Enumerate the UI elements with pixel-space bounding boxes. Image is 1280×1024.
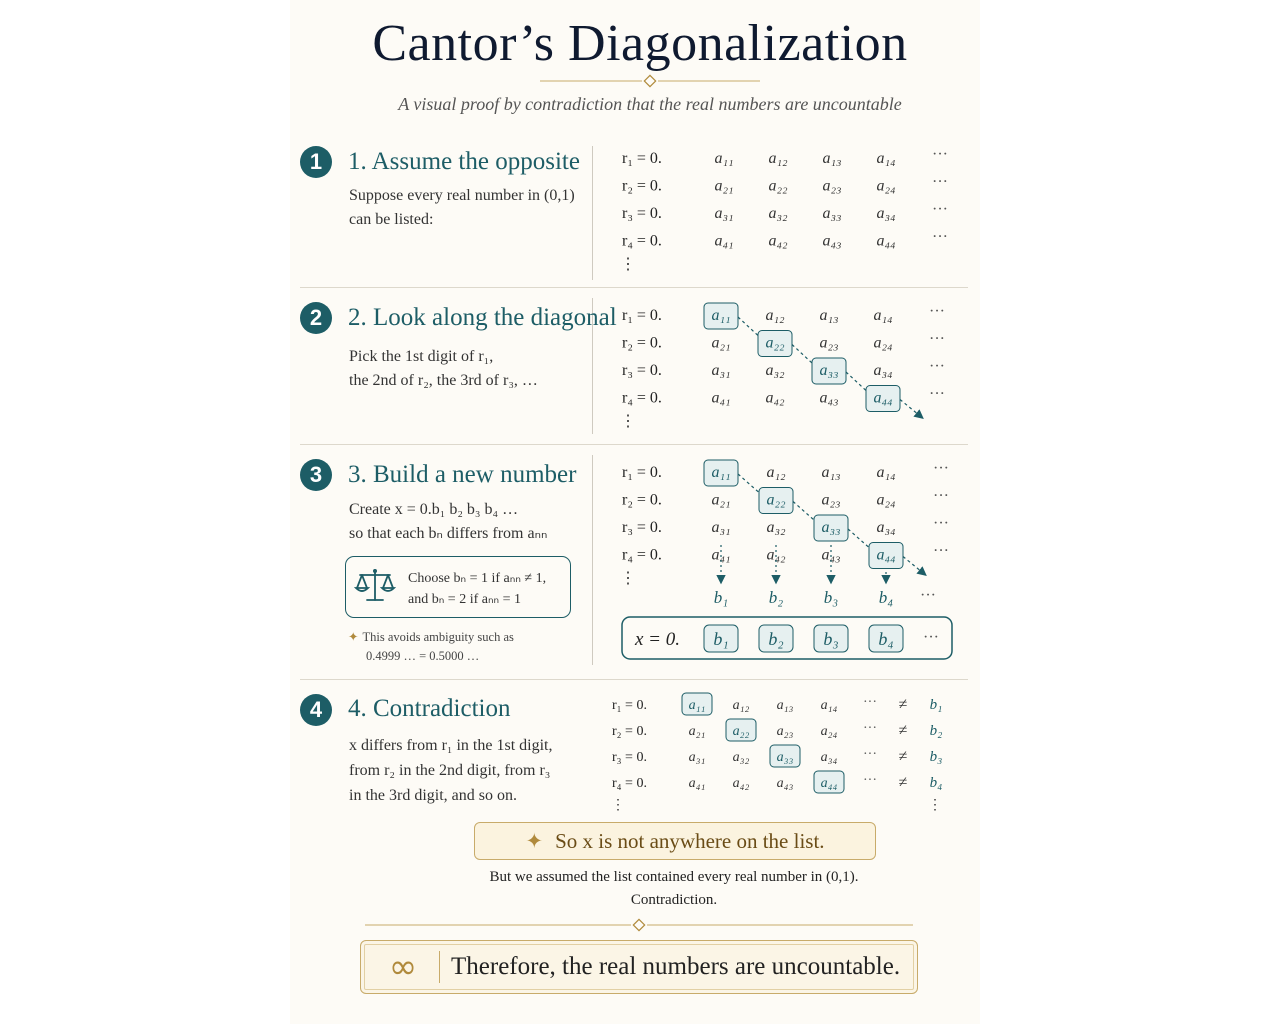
text-line: x differs from r₁ in the 1st digit, <box>349 737 553 754</box>
matrix-cell: a₁₁ <box>711 464 731 481</box>
row-ellipsis: ··· <box>863 747 877 762</box>
row-label: r₄ = 0. <box>622 389 662 407</box>
matrix-cell: a₂₃ <box>821 491 841 509</box>
matrix-cell: a₄₂ <box>766 546 786 564</box>
row-ellipsis: ··· <box>933 515 949 532</box>
not-equal-sign: ≠ <box>898 748 908 765</box>
row-label: r₂ = 0. <box>622 334 662 352</box>
final-conclusion <box>360 940 918 994</box>
matrix-cell: a₄₁ <box>711 546 731 564</box>
matrix-cell: a₂₂ <box>766 491 786 509</box>
matrix-cell: a₄₃ <box>819 389 839 407</box>
matrix-cell: a₂₂ <box>765 334 785 352</box>
row-label: r₁ = 0. <box>612 698 647 713</box>
matrix-cell: a₂₄ <box>876 177 896 195</box>
matrix-cell: a₄₂ <box>765 389 785 407</box>
matrix-cell: a₃₄ <box>873 362 893 379</box>
x-digit: b₃ <box>823 629 839 649</box>
matrix-cell: a₃₃ <box>776 750 794 765</box>
matrix-cell: a₂₄ <box>820 724 838 739</box>
x-number-prefix: x = 0. <box>635 629 681 650</box>
diagonal-path <box>792 345 812 364</box>
b-digit-label: b₂ <box>768 588 784 607</box>
b-digit-label: b₄ <box>878 588 894 607</box>
matrix-cell: a₂₂ <box>732 724 750 739</box>
diagonal-path <box>846 372 866 391</box>
conclusion-callout <box>474 822 876 860</box>
matrix-cell: a₂₃ <box>776 724 794 739</box>
diagonal-path <box>848 529 869 548</box>
row-ellipsis: ··· <box>932 146 948 163</box>
row-label: r₃ = 0. <box>622 519 662 536</box>
matrix-cell: a₂₁ <box>711 491 731 509</box>
matrix-cell: a₄₂ <box>768 232 788 250</box>
text-line: This avoids ambiguity such as <box>362 630 514 644</box>
row-label: r₁ = 0. <box>622 307 662 324</box>
assumption-text: But we assumed the list contained every real number in (0,1). <box>489 869 859 885</box>
row-label: r₄ = 0. <box>622 232 662 250</box>
row-ellipsis: ··· <box>933 460 949 477</box>
matrix-cell: a₄₃ <box>776 776 794 791</box>
row-ellipsis: ··· <box>932 173 948 191</box>
row-label: r₄ = 0. <box>622 546 662 564</box>
matrix-cell: a₁₄ <box>876 464 896 481</box>
text-line: so that each bₙ differs from aₙₙ <box>349 525 548 542</box>
page-title: Cantor’s Diagonalization <box>372 15 908 72</box>
diagonal-arrow <box>900 400 922 418</box>
text-line: can be listed: <box>349 211 434 228</box>
step-title: 3. Build a new number <box>348 461 577 488</box>
x-digit: b₄ <box>878 629 894 649</box>
infinity-icon: ∞ <box>388 947 418 987</box>
matrix-cell: a₂₄ <box>873 334 893 352</box>
matrix-cell: a₂₃ <box>822 177 842 195</box>
row-label: r₁ = 0. <box>622 150 662 167</box>
final-ornament <box>365 918 913 932</box>
vertical-ellipsis: ⋮ <box>611 798 625 813</box>
row-ellipsis: ··· <box>929 358 945 375</box>
matrix-cell: a₃₁ <box>711 362 731 379</box>
matrix-cell: a₁₁ <box>714 150 734 167</box>
row-label: r₂ = 0. <box>622 177 662 195</box>
x-digit: b₂ <box>768 629 784 649</box>
text-line: 0.4999 … = 0.5000 … <box>366 649 480 663</box>
matrix-cell: a₃₂ <box>765 362 785 379</box>
star-icon: ✦ <box>348 630 359 644</box>
matrix-cell: a₃₁ <box>688 750 706 765</box>
row-label: r₃ = 0. <box>612 750 647 765</box>
final-text: Therefore, the real numbers are uncountable. <box>451 953 901 980</box>
row-ellipsis: ··· <box>933 542 949 560</box>
matrix-cell: a₃₂ <box>768 205 788 222</box>
step-title: 2. Look along the diagonal <box>348 304 617 331</box>
b-digit-label: b₃ <box>823 588 839 607</box>
vertical-ellipsis: ⋮ <box>620 570 636 587</box>
row-ellipsis: ··· <box>932 228 948 246</box>
row-ellipsis: ··· <box>929 303 945 320</box>
not-equal-sign: ≠ <box>898 774 908 791</box>
matrix-cell: a₁₁ <box>711 307 731 324</box>
matrix-cell: a₁₂ <box>765 307 785 324</box>
row-label: r₄ = 0. <box>612 776 647 791</box>
step-badge: 2 <box>300 302 332 334</box>
step-badge: 3 <box>300 459 332 491</box>
matrix-cell: a₁₂ <box>766 464 786 481</box>
matrix-cell: a₄₁ <box>711 389 731 407</box>
matrix-cell: a₂₁ <box>711 334 731 352</box>
vertical-ellipsis: ⋮ <box>928 798 942 813</box>
b-digit-label: b₂ <box>929 723 943 739</box>
matrix-cell: a₄₁ <box>714 232 734 250</box>
row-ellipsis: ··· <box>863 773 877 788</box>
text-line: Pick the 1st digit of r₁, <box>349 348 494 365</box>
step-badge: 1 <box>300 146 332 178</box>
text-line: Create x = 0.b₁ b₂ b₃ b₄ … <box>349 501 519 518</box>
matrix-cell: a₂₃ <box>819 334 839 352</box>
matrix-cell: a₂₁ <box>688 724 706 739</box>
matrix-cell: a₃₃ <box>819 362 839 379</box>
matrix-cell: a₄₂ <box>732 776 750 791</box>
matrix-cell: a₃₄ <box>876 205 896 222</box>
row-label: r₁ = 0. <box>622 464 662 481</box>
b-digit-label: b₁ <box>713 588 729 607</box>
page-subtitle: A visual proof by contradiction that the real numbers are uncountable <box>398 94 902 114</box>
matrix-cell: a₄₄ <box>876 232 896 250</box>
step-badge: 4 <box>300 694 332 726</box>
not-equal-sign: ≠ <box>898 722 908 739</box>
matrix-cell: a₃₁ <box>711 519 731 536</box>
matrix-cell: a₁₃ <box>776 698 794 713</box>
matrix-cell: a₁₄ <box>876 150 896 167</box>
row-ellipsis: ··· <box>929 330 945 348</box>
row-label: r₃ = 0. <box>622 205 662 222</box>
matrix-cell: a₁₂ <box>732 698 750 713</box>
row-ellipsis: ··· <box>929 385 945 403</box>
conclusion-text: So x is not anywhere on the list. <box>555 829 825 853</box>
text-line: in the 3rd digit, and so on. <box>349 787 517 804</box>
text-line: the 2nd of r₂, the 3rd of r₃, … <box>349 372 538 389</box>
matrix-cell: a₁₃ <box>822 150 842 167</box>
row-ellipsis: ··· <box>932 201 948 218</box>
matrix-cell: a₄₄ <box>820 776 838 791</box>
matrix-cell: a₁₁ <box>688 698 706 713</box>
b-ellipsis: ··· <box>920 587 936 604</box>
matrix-cell: a₄₄ <box>876 546 896 564</box>
matrix-cell: a₂₁ <box>714 177 734 195</box>
row-label: r₂ = 0. <box>612 724 647 739</box>
x-ellipsis: ··· <box>923 629 939 646</box>
matrix-cell: a₄₃ <box>821 546 841 564</box>
b-digit-label: b₃ <box>929 749 943 765</box>
matrix-cell: a₃₄ <box>820 750 838 765</box>
step-title: 4. Contradiction <box>348 695 511 722</box>
text-line: Choose bₙ = 1 if aₙₙ ≠ 1, <box>408 571 547 586</box>
matrix-cell: a₃₂ <box>766 519 786 536</box>
matrix-cell: a₁₄ <box>873 307 893 324</box>
b-digit-label: b₄ <box>929 775 943 791</box>
row-ellipsis: ··· <box>933 487 949 505</box>
b-digit-label: b₁ <box>929 697 943 713</box>
row-ellipsis: ··· <box>863 721 877 736</box>
matrix-cell: a₄₄ <box>873 389 893 407</box>
matrix-cell: a₁₃ <box>821 464 841 481</box>
matrix-cell: a₃₃ <box>821 519 841 536</box>
matrix-cell: a₃₄ <box>876 519 896 536</box>
matrix-cell: a₁₄ <box>820 698 838 713</box>
vertical-ellipsis: ⋮ <box>620 413 636 430</box>
diagonal-arrow <box>903 557 925 575</box>
matrix-cell: a₃₂ <box>732 750 750 765</box>
sparkle-icon: ✦ <box>525 829 544 853</box>
matrix-cell: a₄₁ <box>688 776 706 791</box>
row-label: r₂ = 0. <box>622 491 662 509</box>
matrix-cell: a₂₄ <box>876 491 896 509</box>
contradiction-text: Contradiction. <box>630 892 718 908</box>
text-line: from r₂ in the 2nd digit, from r₃ <box>349 762 551 779</box>
divider <box>439 951 440 983</box>
diagonal-path <box>738 317 758 336</box>
vertical-ellipsis: ⋮ <box>620 256 636 273</box>
matrix-cell: a₁₂ <box>768 150 788 167</box>
row-label: r₃ = 0. <box>622 362 662 379</box>
matrix-cell: a₁₃ <box>819 307 839 324</box>
matrix-cell: a₃₃ <box>822 205 842 222</box>
diagonal-path <box>793 502 814 521</box>
matrix-cell: a₂₂ <box>768 177 788 195</box>
step-title: 1. Assume the opposite <box>348 148 580 175</box>
matrix-cell: a₃₁ <box>714 205 734 222</box>
not-equal-sign: ≠ <box>898 696 908 713</box>
text-line: and bₙ = 2 if aₙₙ = 1 <box>408 592 522 607</box>
row-ellipsis: ··· <box>863 695 877 710</box>
page <box>290 0 980 1024</box>
text-line: Suppose every real number in (0,1) <box>349 187 575 204</box>
x-digit: b₁ <box>713 629 729 649</box>
diagonal-path <box>738 474 759 493</box>
matrix-cell: a₄₃ <box>822 232 842 250</box>
